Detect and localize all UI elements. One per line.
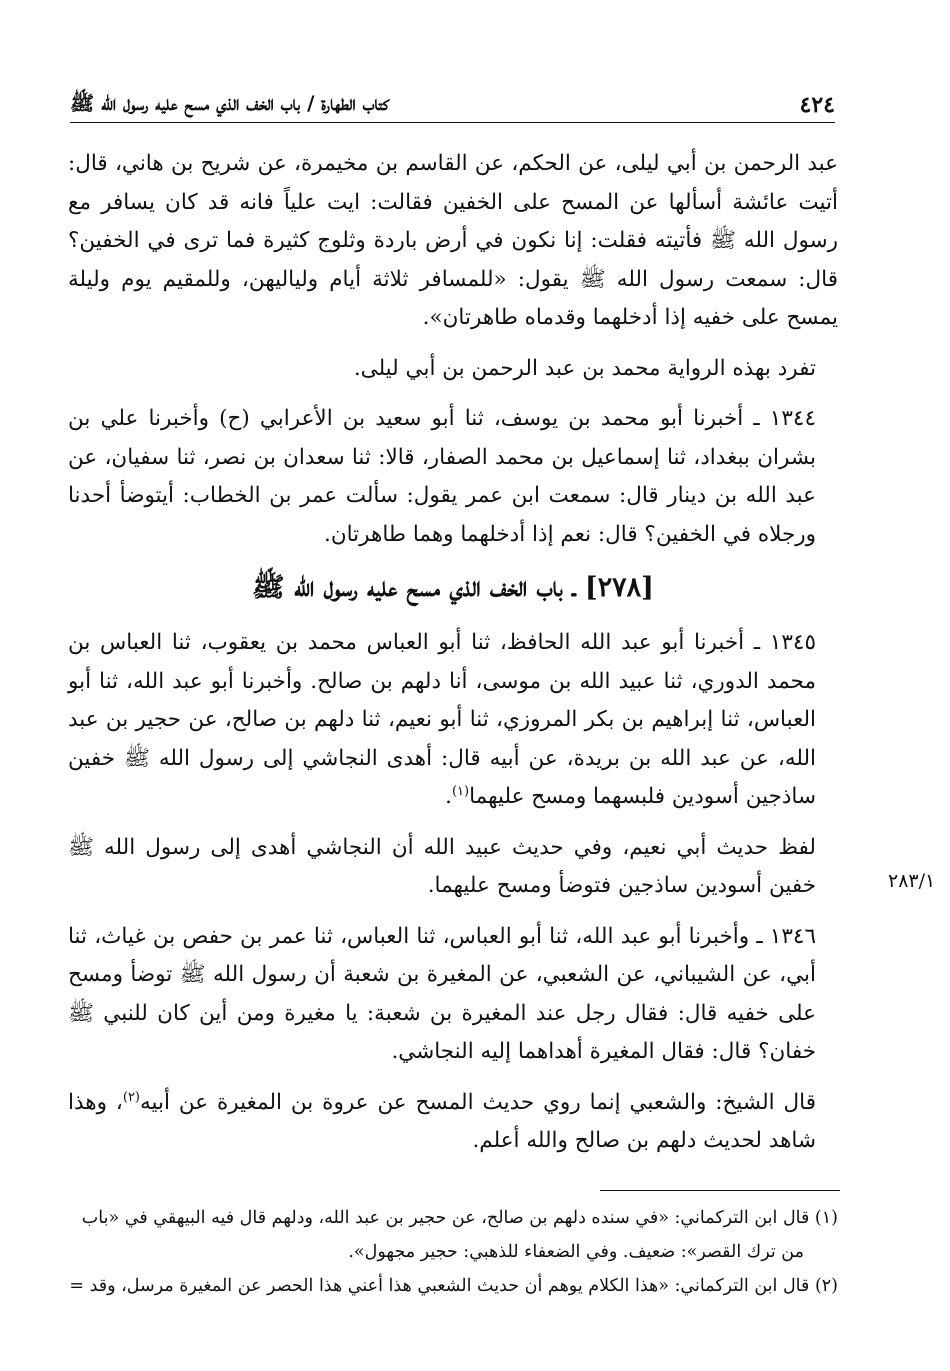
main-text — [68, 145, 838, 1173]
footnote-marker-2: (٢) — [122, 1089, 140, 1105]
footnote-1: (١) قال ابن التركماني: «في سنده دلهم بن صالح، عن حجير بن عبد الله، ودلهم قال فيه البيهقي في «باب — [81, 1208, 838, 1228]
footnote-2: (٢) قال ابن التركماني: «هذا الكلام يوهم أن حديث الشعبي هذا أعني هذا الحصر عن المغيرة مرسل، وقد = — [69, 1276, 838, 1296]
shaykh-comment-text: قال الشيخ: والشعبي إنما روي حديث المسح عن عروة بن المغيرة عن أبيه — [140, 1089, 816, 1115]
footnote-divider — [600, 1190, 840, 1191]
shaykh-comment-tail: ، وهذا شاهد لحديث دلهم بن صالح والله أعلم. — [68, 1089, 816, 1153]
paragraph-shaykh-comment — [68, 1084, 838, 1161]
paragraph-continuation: عبد الرحمن بن أبي ليلى، عن الحكم، عن القاسم بن مخيمرة، عن شريح بن هاني، قال: أتيت عائشة أسألها عن المسح على الخفين فقالت: ايت علياً فانه قد كان يسافر مع رسول الله ﷺ فأتيته فقلت: إنا نكون في أرض باردة وثلوج كثيرة فما ترى في الخفين؟ قال: سمعت رسول الله ﷺ يقول: «للمسافر ثلاثة أيام ولياليهن، وللمقيم يوم وليلة يمسح على خفيه إذا أدخلهما وقدماه طاهرتان». — [68, 151, 838, 330]
paragraph-remark: تفرد بهذه الرواية محمد بن عبد الرحمن بن أبي ليلى. — [353, 355, 816, 381]
footnote-1-continuation: من ترك القصر»: ضعيف. وفي الضعفاء للذهبي: حجير مجهول». — [348, 1242, 804, 1262]
paragraph-comparison: لفظ حديث أبي نعيم، وفي حديث عبيد الله أن النجاشي أهدى إلى رسول الله ﷺ خفين أسودين ساذجين فتوضأ ومسح عليهما. — [68, 834, 816, 898]
page-number: ٤٢٤ — [799, 92, 835, 118]
hadith-1346: ١٣٤٦ ـ وأخبرنا أبو عبد الله، ثنا أبو العباس، ثنا العباس، ثنا عمر بن حفص بن غياث، ثنا أبي، عن الشيباني، عن الشعبي، عن المغيرة بن شعبة أن رسول الله ﷺ توضأ ومسح على خفيه قال: فقال رجل عند المغيرة بن شعبة: يا مغيرة ومن أين كان للنبي ﷺ خفان؟ قال: فقال المغيرة أهداهما إليه النجاشي. — [68, 923, 816, 1064]
running-header — [70, 88, 835, 123]
hadith-1345 — [68, 624, 838, 817]
hadith-1344: ١٣٤٤ ـ أخبرنا أبو محمد بن يوسف، ثنا أبو سعيد بن الأعرابي (ح) وأخبرنا علي بن بشران ببغداد، ثنا إسماعيل بن محمد الصفار، قالا: ثنا سعدان بن نصر، ثنا سفيان، عن عبد الله بن دينار قال: سمعت ابن عمر يقول: سألت عمر بن الخطاب: أيتوضأ أحدنا ورجلاه في الخفين؟ قال: نعم إذا أدخلهما وهما طاهرتان. — [68, 406, 816, 547]
footnote-marker-1: (١) — [451, 783, 470, 799]
running-title: كتاب الطهارة / باب الخف الذي مسح عليه رسول الله ﷺ — [70, 90, 389, 115]
hadith-1345-end: . — [445, 784, 452, 809]
section-heading: [٢٧٨] ـ باب الخف الذي مسح عليه رسول الله ﷺ — [252, 572, 654, 603]
margin-reference: ٢٨٣/١ — [888, 870, 936, 892]
footnotes — [68, 1203, 838, 1305]
hadith-1345-text: ١٣٤٥ ـ أخبرنا أبو عبد الله الحافظ، ثنا أبو العباس محمد بن يعقوب، ثنا العباس بن محمد الدوري، ثنا عبيد الله بن موسى، أنا دلهم بن صالح. وأخبرنا أبو عبد الله، ثنا أبو العباس، ثنا إبراهيم بن بكر المروزي، ثنا أبو نعيم، ثنا دلهم بن صالح، عن حجير بن عبد الله، عن عبد الله بن بريدة، عن أبيه قال: أهدى النجاشي إلى رسول الله ﷺ خفين ساذجين أسودين فلبسهما ومسح عليهما — [68, 630, 816, 809]
